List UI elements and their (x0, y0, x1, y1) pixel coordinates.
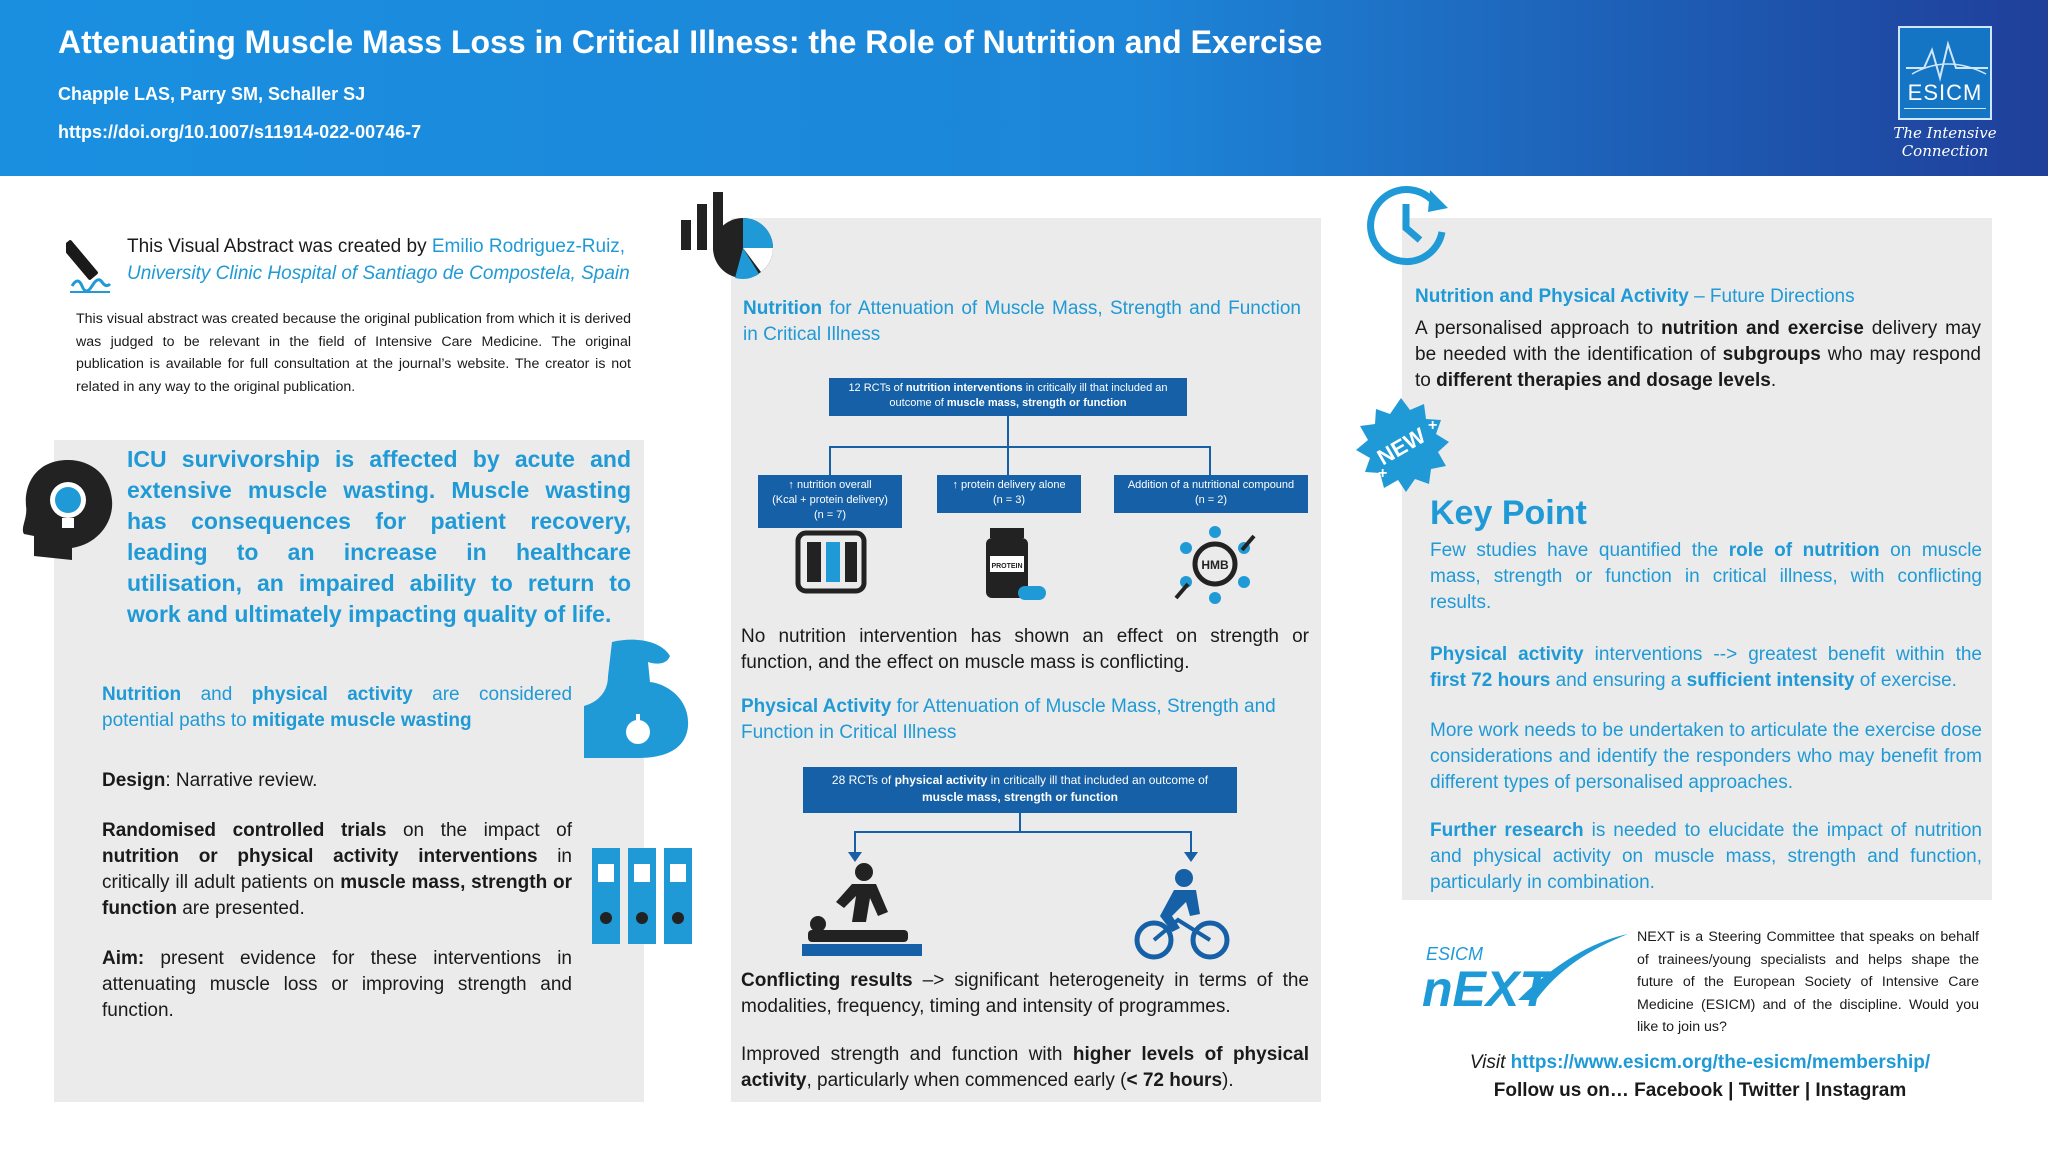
improved-strength: Improved strength and function with higher levels of physical activity, particularly when commenced early (< 72 hours). (741, 1044, 1309, 1091)
hmb-molecule-icon (1172, 524, 1258, 604)
esicm-logo (1898, 26, 1992, 120)
future-directions-title: Nutrition and Physical Activity – Future Directions (1415, 286, 1855, 307)
social-links[interactable]: Follow us on… Facebook | Twitter | Instagram (1493, 1080, 1907, 1101)
new-badge-icon (1348, 396, 1454, 496)
creator-name: Emilio Rodriguez-Ruiz, (431, 236, 626, 257)
svg-text:+: + (1378, 465, 1388, 482)
heartbeat-icon (1902, 34, 1992, 84)
key-point-4: Further research is needed to elucidate the impact of nutrition and physical activity on muscle mass, strength and function, particularly in combination. (1430, 820, 1982, 893)
physiotherapy-icon (800, 862, 924, 958)
physical-activity-section-title: Physical Activity for Attenuation of Muscle Mass, Strength and Function in Critical Illness (741, 696, 1276, 743)
branch-nutritional-compound: Addition of a nutritional compound (n = 2) (1114, 475, 1308, 513)
svg-text:HMB: HMB (1201, 558, 1229, 572)
nutrition-conclusion: No nutrition intervention has shown an effect on strength or function, and the effect on muscle mass is conflicting. (741, 626, 1309, 673)
header-banner (0, 0, 2048, 176)
key-point-3: More work needs to be undertaken to articulate the exercise dose considerations and identify the responders who may benefit from different types of personalised approaches. (1430, 720, 1982, 793)
chart-icon (679, 190, 787, 290)
cycling-icon (1134, 868, 1230, 962)
lead-statement: ICU survivorship is affected by acute and extensive muscle wasting. Muscle wasting has consequences for patient recovery, leading to an increase in healthcare utilisation, an impaired ability to return to work and ultimately impacting quality of life. (127, 446, 631, 627)
nutrition-rct-box: 12 RCTs of nutrition interventions in critically ill that included an outcome of muscle mass, strength or function (829, 378, 1187, 416)
authors: Chapple LAS, Parry SM, Schaller SJ (58, 84, 366, 104)
physical-activity-rct-box: 28 RCTs of physical activity in critically ill that included an outcome of muscle mass, strength or function (803, 767, 1237, 813)
creator-credit: This Visual Abstract was created by Emilio Rodriguez-Ruiz, University Clinic Hospital of Santiago de Compostela, Spain (127, 236, 630, 284)
doi-link[interactable]: https://doi.org/10.1007/s11914-022-00746-7 (58, 122, 422, 142)
future-directions-text: A personalised approach to nutrition and exercise delivery may be needed with the identification of subgroups who may respond to different therapies and dosage levels. (1415, 318, 1981, 391)
paths-text: Nutrition and physical activity are considered potential paths to mitigate muscle wasting (102, 684, 573, 731)
svg-text:nEXT: nEXT (1422, 961, 1550, 1017)
key-point-title: Key Point (1430, 494, 1587, 532)
branch-nutrition-overall: ↑ nutrition overall (Kcal + protein delivery) (n = 7) (758, 475, 902, 528)
page-title: Attenuating Muscle Mass Loss in Critical Illness: the Role of Nutrition and Exercise (58, 24, 1323, 60)
branch-protein-delivery: ↑ protein delivery alone (n = 3) (937, 475, 1081, 513)
nutrition-section-title: Nutrition for Attenuation of Muscle Mass, Strength and Function in Critical Illness (743, 298, 1301, 345)
svg-text:PROTEIN: PROTEIN (991, 563, 1023, 570)
clock-refresh-icon (1364, 182, 1450, 268)
logo-text: ESICM (1907, 80, 1983, 105)
svg-text:ESICM: ESICM (1426, 944, 1484, 964)
conflicting-results: Conflicting results –> significant heterogeneity in terms of the modalities, frequency, timing and intensity of programmes. (741, 970, 1309, 1017)
disclaimer: This visual abstract was created because the original publication from which it is derived was judged to be relevant in the field of Intensive Care Medicine. The original publication is available for full consultation at the journal’s website. The creator is not related in any way to the original publication. (76, 311, 631, 395)
meal-tray-icon (795, 530, 867, 594)
creator-institution: University Clinic Hospital of Santiago de Compostela, Spain (127, 263, 630, 284)
esicm-next-logo (1418, 930, 1628, 1030)
visit-line: Visit https://www.esicm.org/the-esicm/membership/ (1469, 1052, 1931, 1073)
svg-text:NEW: NEW (1372, 422, 1430, 471)
key-point-2: Physical activity interventions --> greatest benefit within the first 72 hours and ensuring a sufficient intensity of exercise. (1430, 644, 1982, 691)
head-lightbulb-icon (18, 456, 118, 568)
membership-link[interactable]: https://www.esicm.org/the-esicm/membership/ (1510, 1052, 1931, 1073)
aim-text: Aim: present evidence for these interventions in attenuating muscle loss or improving strength and function. (102, 948, 572, 1021)
rct-text: Randomised controlled trials on the impact of nutrition or physical activity interventions in critically ill adult patients on muscle mass, strength or function are presented. (102, 820, 573, 919)
muscle-arm-apple-icon (578, 636, 698, 764)
binders-icon (590, 846, 694, 946)
key-point-1: Few studies have quantified the role of nutrition on muscle mass, strength or function in critical illness, with conflicting results. (1430, 540, 1982, 613)
design-text: Design: Narrative review. (102, 770, 318, 791)
next-description: NEXT is a Steering Committee that speaks on behalf of trainees/young specialists and helps shape the future of the European Society of Intensive Care Medicine (ESICM) and of the discipline. Would you like to join us? (1637, 929, 1979, 1035)
tagline: The Intensive Connection (1893, 124, 1997, 160)
protein-jar-icon (984, 526, 1048, 608)
svg-text:+: + (1428, 417, 1438, 434)
pen-signature-icon (66, 234, 114, 296)
